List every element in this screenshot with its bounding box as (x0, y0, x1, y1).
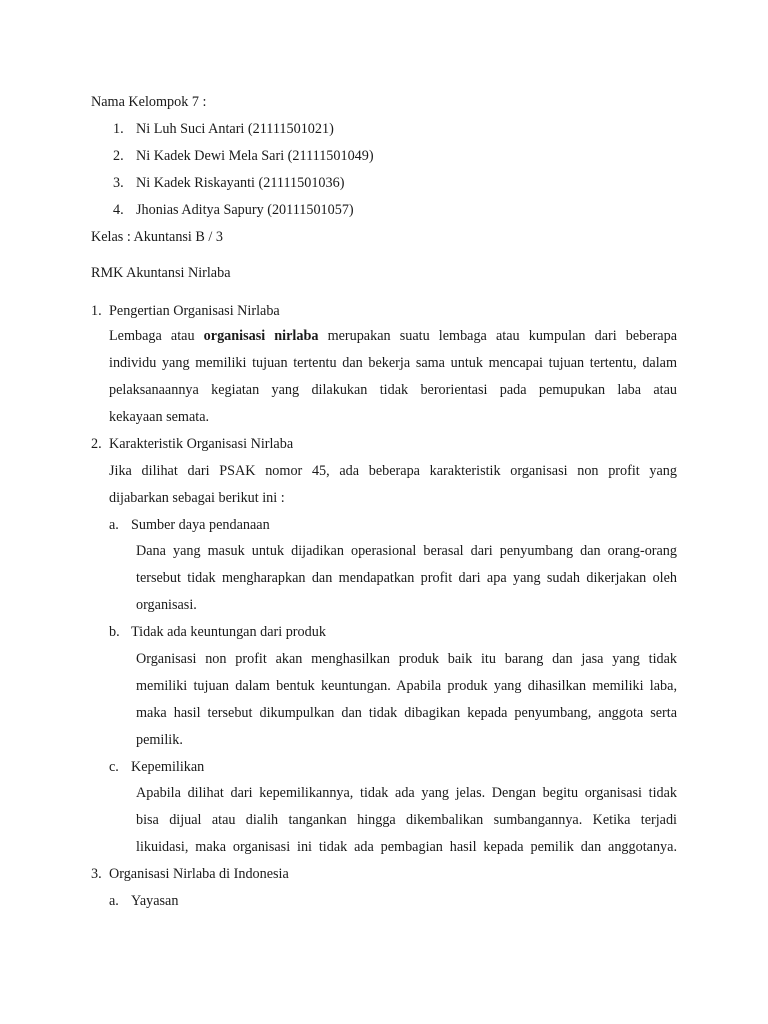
bold-term: organisasi nirlaba (203, 328, 319, 344)
subsection-letter: a. (109, 893, 119, 909)
member-number: 1. (113, 121, 124, 137)
paragraph-line: dijabarkan sebagai berikut ini : (109, 490, 285, 506)
paragraph-line: tersebut tidak mengharapkan dan mendapatkan profit dari apa yang sudah dikerjakan oleh (136, 570, 677, 586)
section-heading: Karakteristik Organisasi Nirlaba (109, 436, 294, 452)
member-name: Ni Luh Suci Antari (21111501021) (136, 121, 334, 137)
paragraph-line: likuidasi, maka organisasi ini tidak ada pembagian hasil kepada pemilik dan anggotanya. (136, 839, 677, 855)
paragraph-line: Apabila dilihat dari kepemilikannya, tidak ada yang jelas. Dengan begitu organisasi tidak (136, 785, 677, 801)
text-run: merupakan suatu lembaga atau kumpulan dari beberapa (318, 328, 677, 344)
member-number: 2. (113, 148, 124, 164)
section-heading: Organisasi Nirlaba di Indonesia (109, 866, 289, 882)
member-number: 4. (113, 202, 124, 218)
text-run: Lembaga atau (109, 328, 204, 344)
paragraph-line: kekayaan semata. (109, 409, 210, 425)
subsection-letter: b. (109, 624, 120, 640)
paragraph-line: organisasi. (136, 597, 197, 613)
group-label: Nama Kelompok 7 : (91, 94, 207, 110)
member-name: Ni Kadek Dewi Mela Sari (21111501049) (136, 148, 374, 164)
paragraph-line: maka hasil tersebut dikumpulkan dan tidak dibagikan kepada penyumbang, anggota serta (136, 705, 677, 721)
document-title: RMK Akuntansi Nirlaba (91, 265, 231, 281)
paragraph-line: pemilik. (136, 732, 183, 748)
member-number: 3. (113, 175, 124, 191)
section-number: 3. (91, 866, 102, 882)
section-number: 2. (91, 436, 102, 452)
class-label: Kelas : Akuntansi B / 3 (91, 229, 224, 245)
paragraph-line: individu yang memiliki tujuan tertentu dan bekerja sama untuk mencapai tujuan tertentu, dalam (109, 355, 677, 371)
member-name: Jhonias Aditya Sapury (20111501057) (136, 202, 354, 218)
subsection-heading: Yayasan (131, 893, 179, 909)
subsection-heading: Sumber daya pendanaan (131, 517, 270, 533)
paragraph-line (109, 327, 677, 345)
subsection-letter: c. (109, 759, 119, 775)
subsection-letter: a. (109, 517, 119, 533)
section-number: 1. (91, 303, 102, 319)
paragraph-line: Organisasi non profit akan menghasilkan produk baik itu barang dan jasa yang tidak (136, 651, 677, 667)
paragraph-line: bisa dijual atau dialih tangankan hingga dikembalikan sumbangannya. Ketika terjadi (136, 812, 677, 828)
paragraph-line: memiliki tujuan dalam bentuk keuntungan. Apabila produk yang dihasilkan memiliki laba, (136, 678, 677, 694)
paragraph-line: pelaksanaannya kegiatan yang dilakukan tidak berorientasi pada pemupukan laba atau (109, 382, 677, 398)
paragraph-line: Jika dilihat dari PSAK nomor 45, ada beberapa karakteristik organisasi non profit yang (109, 463, 677, 479)
subsection-heading: Tidak ada keuntungan dari produk (131, 624, 326, 640)
paragraph-line: Dana yang masuk untuk dijadikan operasional berasal dari penyumbang dan orang-orang (136, 543, 677, 559)
subsection-heading: Kepemilikan (131, 759, 205, 775)
section-heading: Pengertian Organisasi Nirlaba (109, 303, 280, 319)
member-name: Ni Kadek Riskayanti (21111501036) (136, 175, 345, 191)
